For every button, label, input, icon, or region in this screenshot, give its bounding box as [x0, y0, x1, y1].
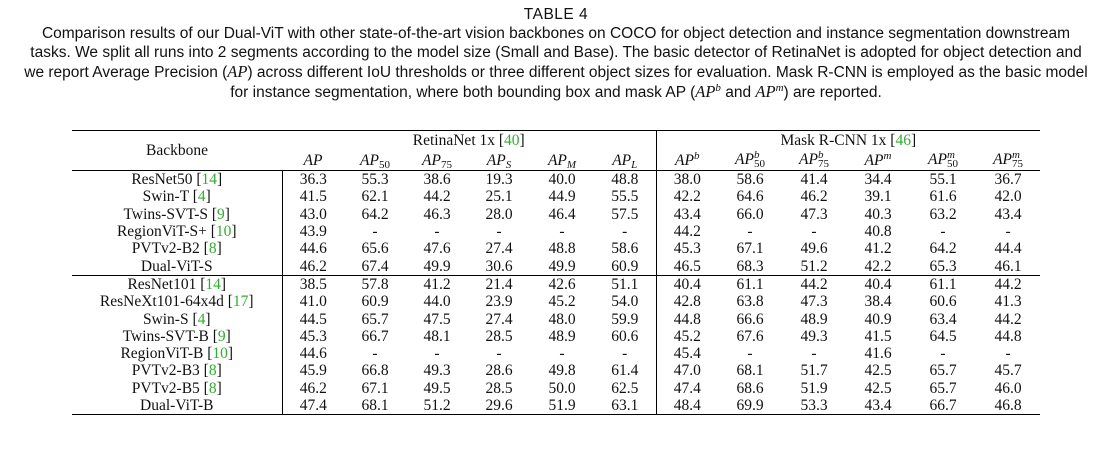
metric-value: 43.0 [282, 206, 344, 223]
metric-value: 53.3 [782, 397, 846, 415]
metric-value: 63.1 [594, 397, 656, 415]
metric-value: 47.6 [423, 240, 451, 258]
caption-part-3: ) are reported. [783, 84, 882, 101]
metric-value: 44.0 [423, 293, 451, 311]
metric-value: 60.6 [929, 293, 957, 311]
metric-value: 67.1 [361, 379, 389, 397]
table-row [72, 328, 1040, 345]
metric-value: 46.8 [976, 397, 1040, 415]
metric-value: 60.6 [611, 327, 639, 345]
metric-value: 47.3 [800, 205, 828, 223]
metric-value: 38.4 [864, 293, 892, 311]
metric-header: $AP^b$ [656, 150, 718, 171]
metric-value: 41.2 [406, 275, 468, 293]
backbone-name: Twins-SVT-S [9] [123, 205, 230, 223]
metric-value: - [811, 345, 817, 363]
citation-link[interactable]: 9 [217, 205, 225, 223]
metric-value: 39.1 [864, 188, 892, 206]
caption-and: and [720, 84, 756, 101]
table-row [72, 206, 1040, 223]
table-row [72, 293, 1040, 310]
caption-part-2: ) across different IoU thresholds or three different object sizes for evaluation. Mask R-CNN is employed as the basic model for instance segmentation, where both bounding box and mask AP ( [230, 64, 1088, 101]
metric-value: 63.8 [736, 293, 764, 311]
backbone-name: Dual-ViT-B [72, 397, 282, 415]
citation-link[interactable]: 8 [208, 240, 217, 258]
metric-value: 61.1 [718, 275, 782, 293]
metric-value: 59.9 [611, 310, 639, 328]
metric-value: 48.9 [800, 310, 828, 328]
caption-part-1: Comparison results of our Dual-ViT with other state-of-the-art vision backbones on COCO for object detection and instance segmentation downstream tasks. We split all runs into 2 segments according to the model size (Small and Base). The basic detector of RetinaNet is adopted for object detection and we report Average Precision ( [24, 25, 1082, 81]
metric-value: 45.4 [656, 345, 718, 362]
metric-value: - [496, 345, 502, 363]
metric-value: - [747, 345, 753, 363]
metric-value: 40.3 [864, 205, 892, 223]
backbone-name: ResNeXt101-64x4d [17] [99, 293, 254, 311]
backbone-header: Backbone [72, 131, 282, 171]
metric-value: 19.3 [485, 171, 513, 189]
retinanet-group-header: RetinaNet 1x [40] [282, 131, 656, 151]
metric-value: 44.6 [282, 345, 344, 362]
metric-value: 45.2 [548, 293, 576, 311]
citation-link[interactable]: 17 [232, 293, 249, 311]
citation-link[interactable]: 8 [208, 379, 217, 397]
table-title: TABLE 4 [523, 6, 589, 23]
metric-value: 68.6 [736, 379, 764, 397]
metric-value: - [434, 223, 440, 241]
metric-value: 27.4 [485, 240, 513, 258]
metric-value: 46.5 [656, 257, 718, 275]
metric-value: 21.4 [468, 275, 530, 293]
citation-link[interactable]: 4 [197, 188, 206, 206]
metric-value: 58.6 [736, 171, 764, 189]
metric-value: 41.5 [282, 188, 344, 205]
metric-value: - [1005, 223, 1011, 241]
metric-value: 49.3 [423, 362, 451, 380]
metric-value: 51.9 [530, 397, 594, 415]
metric-value: 45.7 [994, 362, 1022, 380]
citation-link[interactable]: 10 [212, 345, 228, 363]
metric-value: 51.2 [800, 257, 828, 275]
table-row [72, 171, 1040, 189]
metric-value: 62.5 [611, 379, 639, 397]
metric-header: $AP^m$ [846, 150, 910, 171]
metric-value: 55.1 [929, 171, 957, 189]
metric-value: 44.8 [656, 310, 718, 327]
table-row [72, 240, 1040, 257]
citation-link[interactable]: 14 [201, 171, 217, 189]
metric-value: 67.4 [361, 257, 389, 275]
table-row [72, 257, 1040, 275]
metric-header: $AP_{50}$ [344, 150, 406, 171]
metric-value: 43.4 [656, 206, 718, 223]
metric-value: 66.0 [736, 205, 764, 223]
metric-value: 58.6 [611, 240, 639, 258]
metric-value: 49.5 [423, 379, 451, 397]
metric-value: 44.6 [282, 240, 344, 257]
metric-value: 44.9 [548, 188, 576, 206]
metric-value: 51.9 [800, 379, 828, 397]
metric-value: 41.3 [994, 293, 1022, 311]
backbone-name: RegionViT-S+ [10] [116, 223, 237, 241]
table-row [72, 345, 1040, 362]
metric-header: AP m 50 [910, 150, 976, 171]
metric-value: 46.2 [800, 188, 828, 206]
table-row [72, 362, 1040, 379]
metric-value: 61.4 [611, 362, 639, 380]
metric-value: 48.4 [656, 397, 718, 415]
metric-value: 45.3 [656, 240, 718, 257]
metric-value: 38.0 [656, 171, 718, 189]
backbone-name: Twins-SVT-B [9] [122, 327, 231, 345]
metric-value: 66.6 [736, 310, 764, 328]
metric-header: $AP_S$ [468, 150, 530, 171]
metric-value: 46.0 [994, 379, 1022, 397]
metric-value: 40.9 [864, 310, 892, 328]
metric-value: 46.4 [548, 205, 576, 223]
metric-value: 63.2 [929, 205, 957, 223]
citation-link[interactable]: 4 [197, 310, 206, 328]
metric-value: 42.2 [656, 188, 718, 205]
backbone-name: RegionViT-B [10] [120, 345, 234, 363]
metric-value: 28.0 [485, 205, 513, 223]
metric-value: 30.6 [485, 257, 513, 275]
metric-value: 46.1 [994, 257, 1022, 275]
metric-value: 69.9 [718, 397, 782, 415]
metric-value: 49.8 [548, 362, 576, 380]
results-body [72, 171, 1040, 415]
metric-value: - [811, 223, 817, 241]
metric-value: 43.4 [994, 205, 1022, 223]
backbone-name: Swin-S [4] [142, 310, 211, 328]
backbone-name: PVTv2-B5 [8] [131, 379, 222, 397]
metric-value: - [1005, 345, 1011, 363]
metric-value: 48.8 [548, 240, 576, 258]
metric-value: 60.9 [611, 257, 639, 275]
backbone-name: Dual-ViT-S [140, 257, 213, 275]
citation-link[interactable]: 14 [205, 275, 221, 293]
backbone-name: PVTv2-B2 [8] [131, 240, 222, 258]
metric-value: - [372, 345, 378, 363]
table-row [72, 275, 1040, 293]
metric-value: 44.2 [782, 275, 846, 293]
table-row [72, 188, 1040, 205]
metric-header: AP b 50 [718, 150, 782, 171]
metric-value: 44.5 [282, 310, 344, 327]
metric-value: 49.9 [548, 257, 576, 275]
metric-value: 28.6 [485, 362, 513, 380]
metric-header: $AP_{75}$ [406, 150, 468, 171]
metric-value: 43.9 [282, 223, 344, 240]
metric-value: 45.9 [282, 362, 344, 379]
metric-value: 61.6 [929, 188, 957, 206]
metric-value: 65.7 [361, 310, 389, 328]
backbone-name: ResNet50 [14] [131, 171, 223, 189]
metric-value: 29.6 [468, 397, 530, 415]
metric-value: 50.0 [548, 379, 576, 397]
metric-value: 57.8 [344, 275, 406, 293]
metric-value: 44.8 [994, 327, 1022, 345]
metric-value: 48.0 [548, 310, 576, 328]
caption-apm-math: $AP^m$ [755, 82, 784, 101]
metric-value: 42.8 [656, 293, 718, 310]
metric-value: 41.4 [800, 171, 828, 189]
table-row [72, 380, 1040, 397]
metric-value: - [559, 345, 565, 363]
metric-value: 49.9 [423, 257, 451, 275]
metric-value: 64.2 [929, 240, 957, 258]
metric-value: 67.6 [736, 327, 764, 345]
metric-value: 51.2 [406, 397, 468, 415]
metric-value: 60.9 [361, 293, 389, 311]
metric-header: $AP_M$ [530, 150, 594, 171]
metric-value: 44.2 [423, 188, 451, 206]
metric-value: 47.4 [282, 397, 344, 415]
results-table [72, 130, 1040, 415]
metric-value: 57.5 [611, 205, 639, 223]
metric-value: 23.9 [485, 293, 513, 311]
metric-value: - [940, 223, 946, 241]
metric-value: 45.2 [656, 328, 718, 345]
table-row [72, 397, 1040, 415]
metric-value: 38.6 [423, 171, 451, 189]
metric-value: 36.3 [282, 171, 344, 189]
metric-value: 48.1 [423, 327, 451, 345]
metric-value: 61.1 [910, 275, 976, 293]
metric-value: 42.6 [530, 275, 594, 293]
metric-value: 40.0 [548, 171, 576, 189]
metric-value: 55.5 [611, 188, 639, 206]
metric-value: 68.1 [736, 362, 764, 380]
maskrcnn-group-header: Mask R-CNN 1x [46] [656, 131, 1040, 151]
citation-link[interactable]: 8 [208, 362, 217, 380]
metric-value: 51.7 [800, 362, 828, 380]
metric-value: 66.7 [361, 327, 389, 345]
metric-value: 25.1 [485, 188, 513, 206]
metric-value: 41.5 [864, 327, 892, 345]
metric-value: 48.8 [611, 171, 639, 189]
metric-value: 68.1 [344, 397, 406, 415]
metric-value: 63.4 [929, 310, 957, 328]
metric-value: 64.2 [361, 205, 389, 223]
metric-value: 44.2 [994, 310, 1022, 328]
metric-value: 34.4 [864, 171, 892, 189]
metric-value: 46.3 [423, 205, 451, 223]
metric-value: 54.0 [611, 293, 639, 311]
metric-value: 36.7 [994, 171, 1022, 189]
metric-value: - [747, 223, 753, 241]
metric-value: 66.7 [910, 397, 976, 415]
metric-value: 51.1 [594, 275, 656, 293]
metric-value: 49.3 [800, 327, 828, 345]
backbone-name: PVTv2-B3 [8] [131, 362, 222, 380]
metric-value: 44.2 [656, 223, 718, 240]
metric-value: 38.5 [282, 275, 344, 293]
metric-value: 44.4 [994, 240, 1022, 258]
metric-value: 47.3 [800, 293, 828, 311]
table-caption [20, 24, 1092, 102]
metric-value: 27.4 [485, 310, 513, 328]
backbone-name: ResNet101 [14] [72, 275, 282, 293]
metric-value: 46.2 [282, 380, 344, 397]
metric-value: 65.7 [929, 379, 957, 397]
metric-header: $AP_L$ [594, 150, 656, 171]
metric-value: - [434, 345, 440, 363]
metric-value: 28.5 [485, 327, 513, 345]
metric-value: - [559, 223, 565, 241]
citation-link[interactable]: 10 [215, 223, 232, 241]
metric-value: 47.5 [423, 310, 451, 328]
metric-value: 40.4 [656, 275, 718, 293]
metric-value: 64.5 [929, 327, 957, 345]
metric-value: 55.3 [361, 171, 389, 189]
metric-value: 67.1 [736, 240, 764, 258]
metric-value: 48.9 [548, 327, 576, 345]
metric-header: AP m 75 [976, 150, 1040, 171]
table-row [72, 223, 1040, 240]
metric-value: 42.5 [864, 362, 892, 380]
metric-value: - [940, 345, 946, 363]
metric-value: 41.6 [864, 345, 892, 363]
caption-apb-math: $AP^b$ [695, 82, 721, 101]
backbone-name: Swin-T [4] [142, 188, 211, 206]
metric-value: 68.3 [736, 257, 764, 275]
metric-value: 40.8 [864, 223, 892, 241]
metric-value: 44.2 [976, 275, 1040, 293]
metric-value: - [622, 223, 628, 241]
metric-value: - [496, 223, 502, 241]
metric-value: 42.0 [994, 188, 1022, 206]
table-row [72, 310, 1040, 327]
metric-value: 62.1 [361, 188, 389, 206]
metric-value: 46.2 [282, 257, 344, 275]
metric-value: 45.3 [282, 328, 344, 345]
metric-value: 42.2 [864, 257, 892, 275]
caption-ap-math: AP [227, 62, 248, 81]
metric-value: 47.0 [656, 362, 718, 379]
metric-value: 40.4 [846, 275, 910, 293]
metric-value: - [372, 223, 378, 241]
metric-value: 65.7 [929, 362, 957, 380]
citation-link[interactable]: 9 [217, 327, 226, 345]
metric-value: 47.4 [656, 380, 718, 397]
metric-header: AP b 75 [782, 150, 846, 171]
metric-value: 65.3 [929, 257, 957, 275]
metric-value: 42.5 [864, 379, 892, 397]
metric-header: AP [282, 150, 344, 171]
metric-value: 28.5 [485, 379, 513, 397]
metric-value: - [622, 345, 628, 363]
metric-value: 43.4 [846, 397, 910, 415]
metric-value: 49.6 [800, 240, 828, 258]
metric-value: 65.6 [361, 240, 389, 258]
metric-value: 41.0 [282, 293, 344, 310]
metric-value: 66.8 [361, 362, 389, 380]
metric-value: 64.6 [736, 188, 764, 206]
metric-value: 41.2 [864, 240, 892, 258]
